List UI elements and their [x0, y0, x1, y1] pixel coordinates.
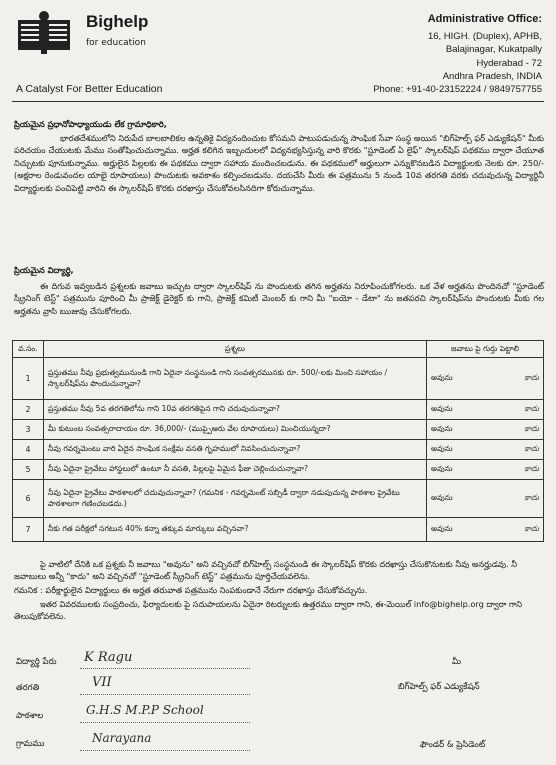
row-number: 7: [13, 518, 44, 542]
office-line: Andhra Pradesh, INDIA: [442, 70, 542, 82]
brand-name: Bighelp: [86, 12, 149, 31]
student-body: ఈ దిగువ ఇవ్వబడిన ప్రశ్నలకు జవాబు ఇచ్చుట ద్వారా స్కాలర్‌షిప్ ను పొందుటకు తగిన అర్హతను నిరూపించుకోగలరు. ఒక వేళ అర్హతను పొందినచో "స్టూడెంట్ స్క్రీనింగ్ టెస్ట్" పత్రమును పూరించి మీ ప్రాజెక్ట్ డైరెక్టర్ కు గాని, ప్రాజెక్ట్ కమిటీ మెంబర్ కు గాని మీ "బయో - డేటా" ను జతపరచి స్కాలర్‌షిప్‌ను పొందుటకు మీకు గల అర్హతను వ్రాసి ఋజువు చేసుకోగలరు.: [14, 281, 544, 316]
table-row: [13, 420, 544, 440]
answer-no-ticked[interactable]: కాదు: [524, 373, 539, 382]
attention-note: గమనిక : పరీక్షార్థులైన విద్యార్థులు ఈ అర్హత తరువాత పత్రమును నింపకుండానే నేరుగా దరఖాస్తు చేసుకోవచ్చును.: [14, 585, 368, 595]
row-question: నీవు ఏదైనా ప్రైవేటు హాస్టలులో ఉంటూ నీ వసతి, పిల్లలపై ఏమైన ఫీజు చెల్లించుచున్నావా?: [44, 460, 427, 480]
signature-org: బిగ్‌హెల్ప్ ఫర్ ఎడ్యుకేషన్: [398, 682, 480, 692]
answer-cell: [427, 420, 544, 440]
row-question: ప్రస్తుతము నీవు 5వ తరగతిలోను గాని 10వ తరగతిపైన గాని చదువుచున్నావా?: [44, 400, 427, 420]
table-row: [13, 480, 544, 518]
tagline: A Catalyst For Better Education: [16, 83, 163, 95]
col-header-number: వ.సం.: [13, 341, 44, 358]
answer-no-ticked[interactable]: కాదు: [524, 524, 539, 533]
village-value[interactable]: Narayana: [92, 731, 152, 745]
answer-cell: [427, 460, 544, 480]
row-number: 4: [13, 440, 44, 460]
header-divider: [12, 101, 544, 102]
answer-no-ticked[interactable]: కాదు: [524, 424, 539, 433]
book-logo-icon: [14, 10, 74, 58]
answer-cell: [427, 358, 544, 400]
student-name-label: విద్యార్థి పేరు: [16, 657, 57, 667]
signature-for-label: మీ: [452, 657, 461, 667]
answer-yes[interactable]: అవును: [431, 444, 453, 453]
office-line: Balajinagar, Kukatpally: [445, 44, 542, 56]
office-line: 16, HIGH. (Duplex), APHB,: [427, 31, 542, 43]
col-header-answer: జవాబు పై గుర్తు పెట్టాలి: [427, 341, 544, 358]
row-number: 2: [13, 400, 44, 420]
answer-yes[interactable]: అవును: [431, 424, 453, 433]
row-question: నీవు ఏదైనా ప్రైవేటు పాఠశాలలో చదువుచున్నావా? (గమనిక - గవర్నమెంట్ సబ్సిడీ ద్వారా నడుపుచున్న పాఠశాల ప్రైవేటు పాఠశాలగా గణించబడదు.): [44, 480, 427, 518]
table-row: [13, 460, 544, 480]
answer-no-ticked[interactable]: కాదు: [524, 404, 539, 413]
school-underline: [80, 722, 250, 723]
answer-cell: [427, 440, 544, 460]
row-number: 6: [13, 480, 44, 518]
village-label: గ్రామము: [16, 739, 45, 749]
office-title: Administrative Office:: [427, 13, 542, 25]
answer-cell: [427, 400, 544, 420]
office-address: [373, 13, 542, 96]
row-number: 5: [13, 460, 44, 480]
school-value[interactable]: G.H.S M.P.P School: [86, 703, 204, 717]
answer-yes[interactable]: అవును: [431, 373, 453, 382]
name-underline: [80, 668, 250, 669]
office-line: Hyderabad - 72: [476, 57, 542, 69]
class-label: తరగతి: [16, 683, 40, 693]
intro-body: భారతదేశములోని నిరుపేద బాలబాలికల ఉన్నతికై విద్యనందించుట కోసమని పాటుపడుచున్న సాంఘిక సేవా సంస్థ అయిన "బిగ్‌హెల్ప్ ఫర్ ఎడ్యుకేషన్" మీకు పరిచయం చేయుటకు మేము సంతోషించుచున్నాము. అర్హత కలిగిన ఇబ్బందులలో విద్యనభ్యసిస్తున్న వారి కొరకు "స్టూడెంట్ ఏ లైఫ్" స్కాలర్‌షిప్ పథకము ద్వారా చేయూత నిచ్చుటకు పూనుకున్నాము. అర్హులైన పిల్లలకు ఈ పథకము ద్వారా సహాయ మందించబడును. ఈ పథకములో అర్హులుగా ఎన్నుకొనబడిన విద్యార్థులకు నెలకు రూ. 250/- (అక్షరాల రెండువందల యాభై రూపాయలు) పొందుటకు అవకాశం కల్పించబడును. దయచేసి మీరు ఈ పత్రమును 5 నుండి 10వ తరగతి వరకు చదువుచున్న విద్యార్థినీ విద్యార్థులకు పంచిపెట్టి వారిని ఈ స్కాలర్‌షిప్ కొరకు దరఖాస్తు చేసుకోవలసినదిగా కోరుచున్నాము.: [14, 133, 544, 193]
answer-yes[interactable]: అవును: [431, 524, 453, 533]
answer-no-ticked[interactable]: కాదు: [524, 464, 539, 473]
answer-yes[interactable]: అవును: [431, 404, 453, 413]
table-header-row: [13, 341, 544, 358]
answer-yes[interactable]: అవును: [431, 464, 453, 473]
answer-cell: [427, 480, 544, 518]
student-name-value[interactable]: K Ragu: [84, 650, 133, 665]
class-underline: [80, 694, 250, 695]
row-question: ప్రస్తుతము నీవు ప్రభుత్వమునుండి గాని ఏదైనా సంస్థనుండి గాని సంవత్సరమునకు రూ. 500/-లకు మించి సహాయం / స్కాలర్‌షిప్‌ను పొందుచున్నావా?: [44, 358, 427, 400]
questions-table: [12, 340, 544, 542]
row-question: మీ కుటుంబ సంవత్సరాదాయం రూ. 36,000/- (ముప్పైఆరు వేల రూపాయలు) మించియున్నదా?: [44, 420, 427, 440]
answer-no-ticked[interactable]: కాదు: [524, 493, 539, 502]
eligibility-note: పై వాటిలో దేనికి ఒక ప్రశ్నకు నీ జవాబు "అవును" అని వచ్చినచో బిగ్‌హెల్ప్ సంస్థనుండి ఈ స్కాలర్‌షిప్ కొరకు దరఖాస్తు చేసుకొనుటకు నీవు అనర్హుడవు. నీ జవాబులు అన్నీ "కాదు" అని వచ్చినచో "స్టూడెంట్ స్క్రీనింగ్ టెస్ట్" పత్రమును పూర్తిచేయవలెను.: [14, 559, 518, 582]
brand-subtitle: for education: [86, 38, 146, 48]
signature-role: ఫౌండర్ & ప్రెసిడెంట్: [420, 740, 486, 750]
answer-no-ticked[interactable]: కాదు: [524, 444, 539, 453]
table-row: [13, 518, 544, 542]
school-label: పాఠశాల: [16, 711, 44, 721]
class-value[interactable]: VII: [92, 675, 112, 690]
student-salutation: ప్రియమైన విద్యార్థి,: [14, 265, 74, 275]
row-question: నీకు గత పరీక్షలో సగటున 40% కన్నా తక్కువ మార్కులు వచ్చినవా?: [44, 518, 427, 542]
contact-note: ఇతర వివరములకు సంప్రదించు, ఫిర్యాదులకు పై సదుపాయలను ఏదైనా రిటర్నులకు ఉత్తరము ద్వారా గాని, ఈ-మెయిల్ info@bighelp.org ద్వారా గాని తెలుపుకోవలెను.: [14, 599, 523, 622]
intro-salutation: ప్రియమైన ప్రధానోపాధ్యాయుడు లేక గ్రామాధికారి,: [14, 119, 167, 129]
row-number: 3: [13, 420, 44, 440]
table-row: [13, 400, 544, 420]
answer-yes[interactable]: అవును: [431, 493, 453, 502]
village-underline: [80, 750, 250, 751]
col-header-question: ప్రశ్నలు: [44, 341, 427, 358]
row-question: నీవు గవర్నమెంటు వారి ఏదైన సాంఘిక సంక్షేమ వసతి గృహములో నివసించుచున్నావా?: [44, 440, 427, 460]
row-number: 1: [13, 358, 44, 400]
answer-cell: [427, 518, 544, 542]
table-row: [13, 358, 544, 400]
office-phone: Phone: +91-40-23152224 / 9849757755: [373, 84, 542, 96]
table-row: [13, 440, 544, 460]
